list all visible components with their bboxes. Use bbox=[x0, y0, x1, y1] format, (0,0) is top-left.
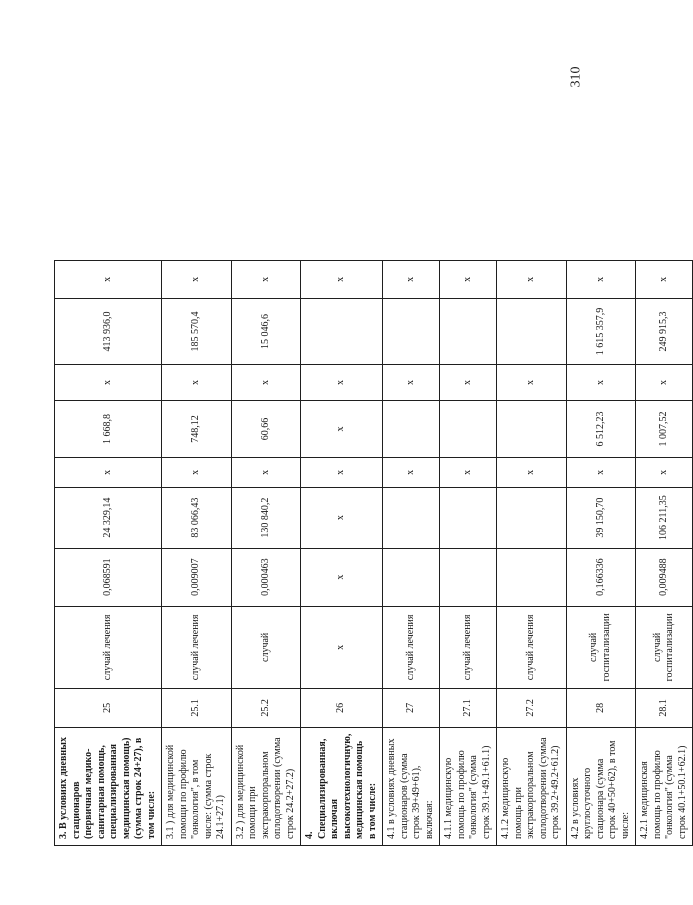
cell-col-value-3: х bbox=[440, 458, 497, 488]
cell-col-value-2 bbox=[497, 487, 567, 548]
cell-unit: случай госпитализации bbox=[566, 606, 636, 688]
cell-col-value-1: 0,068591 bbox=[55, 548, 162, 606]
cell-col-value-5: х bbox=[162, 365, 232, 401]
cell-row-number: 28 bbox=[566, 689, 636, 728]
cell-col-value-4 bbox=[497, 400, 567, 457]
table-row bbox=[440, 261, 497, 846]
cell-col-value-2: х bbox=[301, 487, 383, 548]
table-row bbox=[162, 261, 232, 846]
cell-col-value-2: 83 066,43 bbox=[162, 487, 232, 548]
cell-col-value-7: х bbox=[440, 261, 497, 299]
cell-row-number: 26 bbox=[301, 689, 383, 728]
table-row bbox=[55, 261, 162, 846]
cell-col-value-1: х bbox=[301, 548, 383, 606]
cell-row-number: 25 bbox=[55, 689, 162, 728]
page-number-text: 310 bbox=[568, 66, 583, 88]
cell-col-value-4: 748,12 bbox=[162, 400, 232, 457]
cell-col-value-6 bbox=[383, 298, 440, 364]
cell-col-value-6 bbox=[497, 298, 567, 364]
cell-col-value-5: х bbox=[440, 365, 497, 401]
cell-col-value-6: 185 570,4 bbox=[162, 298, 232, 364]
cell-col-value-7: х bbox=[566, 261, 636, 299]
cell-col-value-3: х bbox=[231, 458, 301, 488]
cell-col-value-6: 1 615 357,9 bbox=[566, 298, 636, 364]
cell-col-value-4: 6 512,23 bbox=[566, 400, 636, 457]
cell-col-value-4: 60,66 bbox=[231, 400, 301, 457]
cell-col-value-2: 130 840,2 bbox=[231, 487, 301, 548]
cell-col-value-2: 24 329,14 bbox=[55, 487, 162, 548]
cell-description: 4.1.2 медицинскую помощь при экстракорпоральном оплодотворении (сумма строк 39.2+49.2+61.2) bbox=[497, 727, 567, 845]
cell-unit: случай госпитализации bbox=[636, 606, 693, 688]
cell-col-value-6 bbox=[440, 298, 497, 364]
cell-unit: случай bbox=[231, 606, 301, 688]
cell-col-value-2: 39 150,70 bbox=[566, 487, 636, 548]
table-row bbox=[383, 261, 440, 846]
cell-col-value-5: х bbox=[636, 365, 693, 401]
cell-unit: случай лечения bbox=[383, 606, 440, 688]
table-row bbox=[566, 261, 636, 846]
cell-description: 4.1 в условиях дневных стационаров (сумма строк 39+49+61), включая: bbox=[383, 727, 440, 845]
cell-col-value-4: х bbox=[301, 400, 383, 457]
cell-col-value-7: х bbox=[231, 261, 301, 299]
cell-col-value-5: х bbox=[497, 365, 567, 401]
cell-col-value-7: х bbox=[497, 261, 567, 299]
cell-description: 4.2 в условиях круглосуточного стационара (сумма строк 40+50+62), в том числе: bbox=[566, 727, 636, 845]
cell-row-number: 27.2 bbox=[497, 689, 567, 728]
cell-col-value-7: х bbox=[301, 261, 383, 299]
cell-unit: случай лечения bbox=[55, 606, 162, 688]
cell-unit: случай лечения bbox=[440, 606, 497, 688]
cell-col-value-4: 1 668,8 bbox=[55, 400, 162, 457]
cell-col-value-3: х bbox=[383, 458, 440, 488]
cell-row-number: 27.1 bbox=[440, 689, 497, 728]
cell-col-value-4 bbox=[440, 400, 497, 457]
cell-row-number: 25.1 bbox=[162, 689, 232, 728]
cell-col-value-5: х bbox=[566, 365, 636, 401]
cell-description: 3. В условиях дневных стационаров (первичная медико-санитарная помощь, специализированная медицинская помощь) (сумма строк 24+27), в том числе: bbox=[55, 727, 162, 845]
cell-col-value-1: 0,166336 bbox=[566, 548, 636, 606]
cell-col-value-7: х bbox=[162, 261, 232, 299]
cell-col-value-1: 0,000463 bbox=[231, 548, 301, 606]
cell-col-value-2: 106 211,35 bbox=[636, 487, 693, 548]
cell-col-value-6: 249 915,3 bbox=[636, 298, 693, 364]
cell-col-value-7: х bbox=[55, 261, 162, 299]
cell-col-value-1 bbox=[497, 548, 567, 606]
cell-col-value-1 bbox=[440, 548, 497, 606]
cell-col-value-1: 0,009488 bbox=[636, 548, 693, 606]
cell-col-value-7: х bbox=[383, 261, 440, 299]
data-table bbox=[54, 260, 693, 846]
cell-col-value-5: х bbox=[231, 365, 301, 401]
cell-col-value-5: х bbox=[301, 365, 383, 401]
cell-col-value-3: х bbox=[497, 458, 567, 488]
cell-col-value-5: х bbox=[55, 365, 162, 401]
cell-description: 3.2 ) для медицинской помощи при экстракорпоральном оплодотворении (сумма строк 24.2+27.2) bbox=[231, 727, 301, 845]
cell-unit: х bbox=[301, 606, 383, 688]
cell-col-value-3: х bbox=[162, 458, 232, 488]
cell-col-value-6: 413 936,0 bbox=[55, 298, 162, 364]
cell-row-number: 27 bbox=[383, 689, 440, 728]
cell-description: 4.1.1 медицинскую помощь по профилю "онкология" (сумма строк 39.1+49.1+61.1) bbox=[440, 727, 497, 845]
table-row bbox=[301, 261, 383, 846]
cell-description: 4.2.1 медицинская помощь по профилю "онкология" (сумма строк 40.1+50.1+62.1) bbox=[636, 727, 693, 845]
cell-col-value-1 bbox=[383, 548, 440, 606]
table-row bbox=[231, 261, 301, 846]
cell-unit: случай лечения bbox=[162, 606, 232, 688]
cell-col-value-7: х bbox=[636, 261, 693, 299]
cell-col-value-2 bbox=[383, 487, 440, 548]
cell-col-value-4 bbox=[383, 400, 440, 457]
cell-row-number: 28.1 bbox=[636, 689, 693, 728]
cell-description: 4. Специализированная, включая высокотехнологичную, медицинская помощь в том числе: bbox=[301, 727, 383, 845]
cell-col-value-3: х bbox=[55, 458, 162, 488]
cell-col-value-2 bbox=[440, 487, 497, 548]
cell-col-value-6: 15 046,6 bbox=[231, 298, 301, 364]
cell-col-value-3: х bbox=[636, 458, 693, 488]
cell-col-value-4: 1 007,52 bbox=[636, 400, 693, 457]
cell-unit: случай лечения bbox=[497, 606, 567, 688]
cell-col-value-3: х bbox=[566, 458, 636, 488]
cell-col-value-1: 0,009007 bbox=[162, 548, 232, 606]
table-row bbox=[497, 261, 567, 846]
page-number bbox=[566, 62, 586, 92]
table-row bbox=[636, 261, 693, 846]
cell-row-number: 25.2 bbox=[231, 689, 301, 728]
cell-col-value-5: х bbox=[383, 365, 440, 401]
cell-col-value-6 bbox=[301, 298, 383, 364]
cell-col-value-3: х bbox=[301, 458, 383, 488]
cell-description: 3.1 ) для медицинской помощи по профилю "онкология", в том числе: (сумма строк 24.1+27.1) bbox=[162, 727, 232, 845]
table-body bbox=[55, 261, 693, 846]
